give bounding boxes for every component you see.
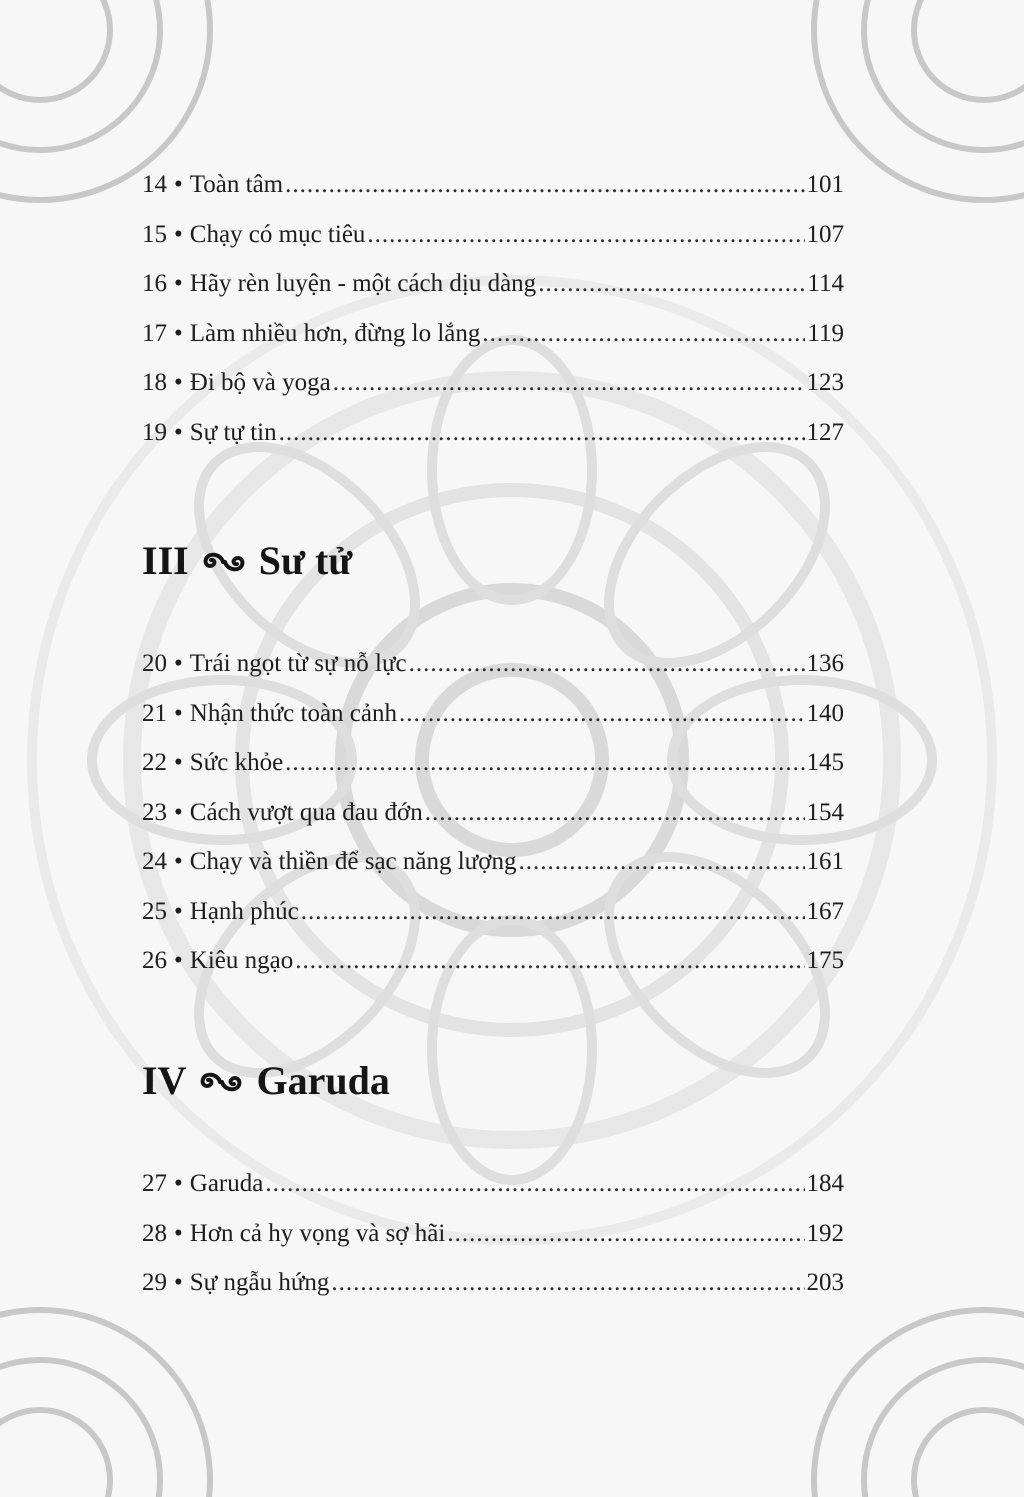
toc-entry[interactable]	[142, 366, 844, 400]
entry-page-number: 140	[806, 700, 844, 727]
bullet-separator: •	[174, 848, 183, 875]
entry-page-number: 161	[806, 848, 844, 875]
bullet-separator: •	[174, 947, 183, 974]
bullet-separator: •	[174, 1170, 183, 1197]
toc-entry[interactable]	[142, 317, 844, 351]
toc-entry[interactable]	[142, 647, 844, 681]
entry-number: 28	[142, 1220, 167, 1247]
entry-title: Toàn tâm	[189, 171, 284, 198]
section-title: Garuda	[256, 1057, 390, 1103]
entry-number: 24	[142, 848, 167, 875]
section-heading-iv	[142, 1055, 390, 1105]
entry-page-number: 114	[807, 270, 844, 297]
toc-entry[interactable]	[142, 1266, 844, 1300]
entry-title: Sự tự tin	[189, 419, 277, 446]
entry-number: 22	[142, 749, 167, 776]
bullet-separator: •	[174, 171, 183, 198]
dot-leader	[301, 895, 805, 929]
entry-title: Nhận thức toàn cảnh	[189, 700, 397, 727]
entry-title: Làm nhiều hơn, đừng lo lắng	[189, 320, 481, 347]
section-roman-numeral: IV	[142, 1057, 187, 1103]
entry-title: Sự ngẫu hứng	[189, 1269, 330, 1296]
toc-entry[interactable]	[142, 168, 844, 202]
toc-entry[interactable]	[142, 796, 844, 830]
toc-entry[interactable]	[142, 1217, 844, 1251]
entry-page-number: 203	[806, 1269, 844, 1296]
bullet-separator: •	[174, 749, 183, 776]
entry-title: Garuda	[189, 1170, 264, 1197]
swirl-ornament-icon	[201, 537, 247, 584]
dot-leader	[399, 697, 805, 731]
toc-entry[interactable]	[142, 218, 844, 252]
entry-page-number: 101	[806, 171, 844, 198]
toc-entry[interactable]	[142, 944, 844, 978]
entry-page-number: 107	[806, 221, 844, 248]
entry-number: 20	[142, 650, 167, 677]
dot-leader	[279, 416, 805, 450]
entry-page-number: 123	[806, 369, 844, 396]
entry-number: 15	[142, 221, 167, 248]
entry-title: Hạnh phúc	[189, 898, 299, 925]
entry-number: 18	[142, 369, 167, 396]
bullet-separator: •	[174, 700, 183, 727]
entry-title: Chạy có mục tiêu	[189, 221, 366, 248]
toc-entry[interactable]	[142, 746, 844, 780]
entry-page-number: 127	[806, 419, 844, 446]
bullet-separator: •	[174, 270, 183, 297]
entry-number: 17	[142, 320, 167, 347]
dot-leader	[425, 796, 805, 830]
dot-leader	[538, 267, 805, 301]
entry-number: 25	[142, 898, 167, 925]
entry-page-number: 184	[806, 1170, 844, 1197]
toc-entry[interactable]	[142, 697, 844, 731]
entry-number: 16	[142, 270, 167, 297]
dot-leader	[409, 647, 805, 681]
bullet-separator: •	[174, 1269, 183, 1296]
bullet-separator: •	[174, 650, 183, 677]
entry-page-number: 145	[806, 749, 844, 776]
bullet-separator: •	[174, 369, 183, 396]
toc-entry[interactable]	[142, 845, 844, 879]
entry-number: 26	[142, 947, 167, 974]
entry-title: Kiêu ngạo	[189, 947, 294, 974]
section-heading-iii	[142, 535, 352, 585]
section-roman-numeral: III	[142, 537, 189, 583]
entry-title: Hãy rèn luyện - một cách dịu dàng	[189, 270, 537, 297]
toc-entry[interactable]	[142, 895, 844, 929]
bullet-separator: •	[174, 799, 183, 826]
entry-number: 19	[142, 419, 167, 446]
dot-leader	[482, 317, 805, 351]
toc-entry[interactable]	[142, 267, 844, 301]
entry-number: 23	[142, 799, 167, 826]
entry-page-number: 175	[806, 947, 844, 974]
dot-leader	[285, 746, 804, 780]
entry-number: 14	[142, 171, 167, 198]
bullet-separator: •	[174, 221, 183, 248]
toc-entry[interactable]	[142, 1167, 844, 1201]
dot-leader	[265, 1167, 804, 1201]
dot-leader	[518, 845, 804, 879]
entry-page-number: 192	[806, 1220, 844, 1247]
entry-page-number: 154	[806, 799, 844, 826]
entry-title: Sức khỏe	[189, 749, 284, 776]
swirl-ornament-icon	[198, 1057, 244, 1104]
entry-title: Chạy và thiền để sạc năng lượng	[189, 848, 517, 875]
dot-leader	[331, 1266, 804, 1300]
bullet-separator: •	[174, 898, 183, 925]
entry-number: 21	[142, 700, 167, 727]
dot-leader	[295, 944, 804, 978]
entry-page-number: 119	[807, 320, 844, 347]
dot-leader	[367, 218, 804, 252]
dot-leader	[333, 366, 805, 400]
bullet-separator: •	[174, 419, 183, 446]
bullet-separator: •	[174, 1220, 183, 1247]
entry-title: Trái ngọt từ sự nỗ lực	[189, 650, 407, 677]
entry-title: Hơn cả hy vọng và sợ hãi	[189, 1220, 446, 1247]
entry-number: 27	[142, 1170, 167, 1197]
dot-leader	[447, 1217, 804, 1251]
toc-entry[interactable]	[142, 416, 844, 450]
entry-title: Đi bộ và yoga	[189, 369, 331, 396]
bullet-separator: •	[174, 320, 183, 347]
entry-page-number: 167	[806, 898, 844, 925]
entry-title: Cách vượt qua đau đớn	[189, 799, 423, 826]
section-title: Sư tử	[258, 537, 353, 583]
entry-page-number: 136	[806, 650, 844, 677]
entry-number: 29	[142, 1269, 167, 1296]
dot-leader	[285, 168, 804, 202]
